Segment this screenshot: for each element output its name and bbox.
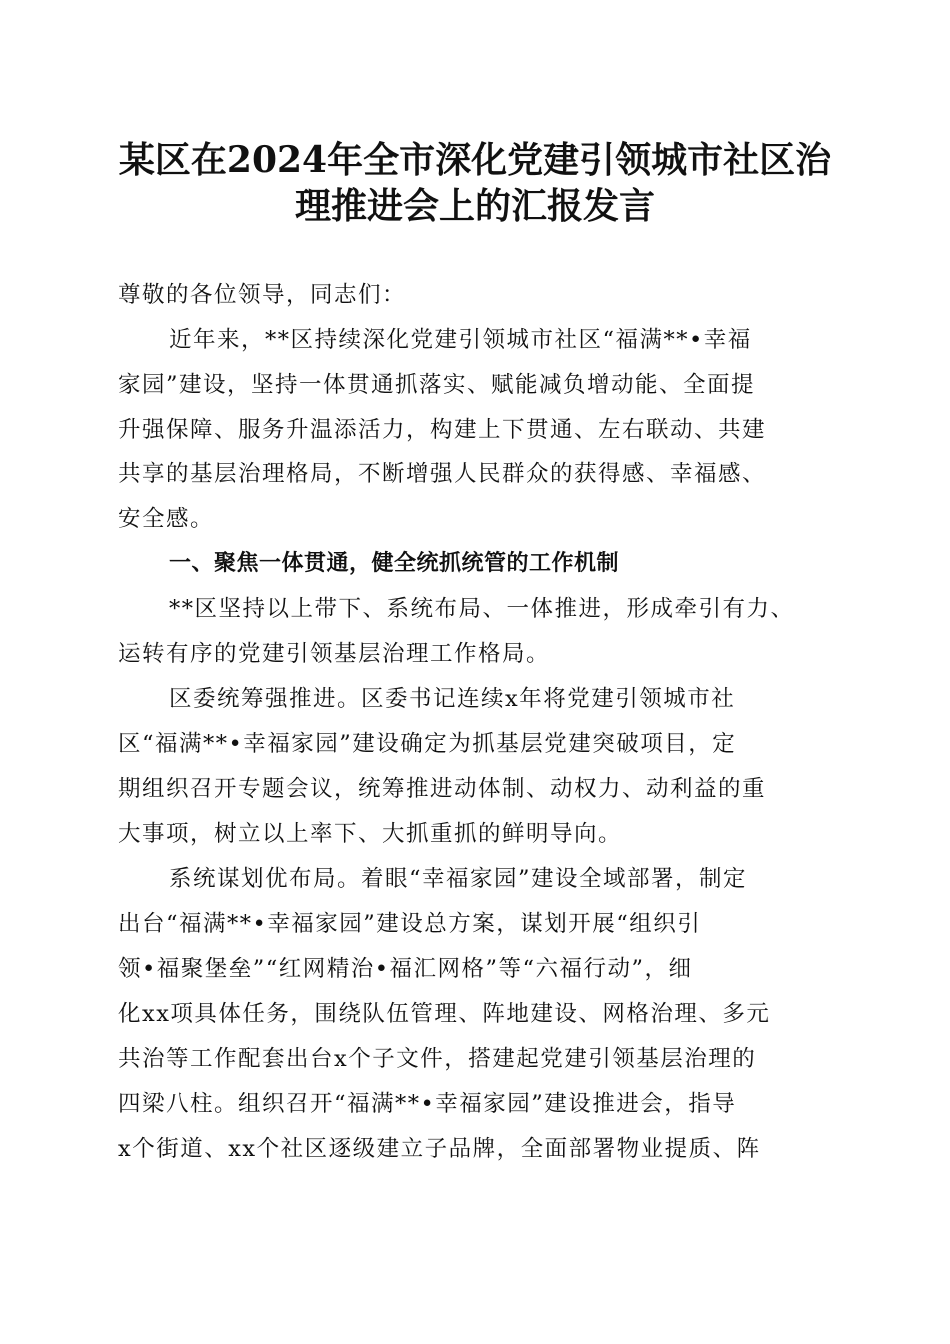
body-line: 共治等工作配套出台x个子文件，搭建起党建引领基层治理的 xyxy=(118,1046,757,1072)
body-line: 区委统筹强推进。区委书记连续x年将党建引领城市社 xyxy=(169,686,736,712)
body-line: 近年来，**区持续深化党建引领城市社区“福满**•幸福 xyxy=(169,327,752,353)
body-line: 安全感。 xyxy=(118,506,215,532)
body-line: 家园”建设，坚持一体贯通抓落实、赋能减负增动能、全面提 xyxy=(118,372,756,398)
body-line: 出台“福满**•幸福家园”建设总方案，谋划开展“组织引 xyxy=(118,911,702,937)
body-line: 四梁八柱。组织召开“福满**•幸福家园”建设推进会，指导 xyxy=(118,1091,737,1117)
body-line: **区坚持以上带下、系统布局、一体推进，形成牵引有力、 xyxy=(169,596,795,622)
body-line: x个街道、xx个社区逐级建立子品牌，全面部署物业提质、阵 xyxy=(118,1136,761,1162)
body-line: 区“福满**•幸福家园”建设确定为抓基层党建突破项目，定 xyxy=(118,731,737,757)
document-title-line-1: 某区在2024年全市深化党建引领城市社区治 xyxy=(118,139,832,181)
body-line: 期组织召开专题会议，统筹推进动体制、动权力、动利益的重 xyxy=(118,776,767,802)
body-line: 化xx项具体任务，围绕队伍管理、阵地建设、网格治理、多元 xyxy=(118,1001,771,1027)
section-heading: 一、聚焦一体贯通，健全统抓统管的工作机制 xyxy=(169,551,620,576)
document-title-line-2: 理推进会上的汇报发言 xyxy=(294,185,655,227)
body-line: 大事项，树立以上率下、大抓重抓的鲜明导向。 xyxy=(118,821,623,847)
body-line: 共享的基层治理格局，不断增强人民群众的获得感、幸福感、 xyxy=(118,461,767,487)
body-line: 升强保障、服务升温添活力，构建上下贯通、左右联动、共建 xyxy=(118,417,767,443)
salutation: 尊敬的各位领导，同志们： xyxy=(118,282,407,308)
body-line: 运转有序的党建引领基层治理工作格局。 xyxy=(118,641,551,667)
body-line: 领•福聚堡垒”“红网精治•福汇网格”等“六福行动”，细 xyxy=(118,956,693,982)
body-line: 系统谋划优布局。着眼“幸福家园”建设全域部署，制定 xyxy=(169,866,748,892)
